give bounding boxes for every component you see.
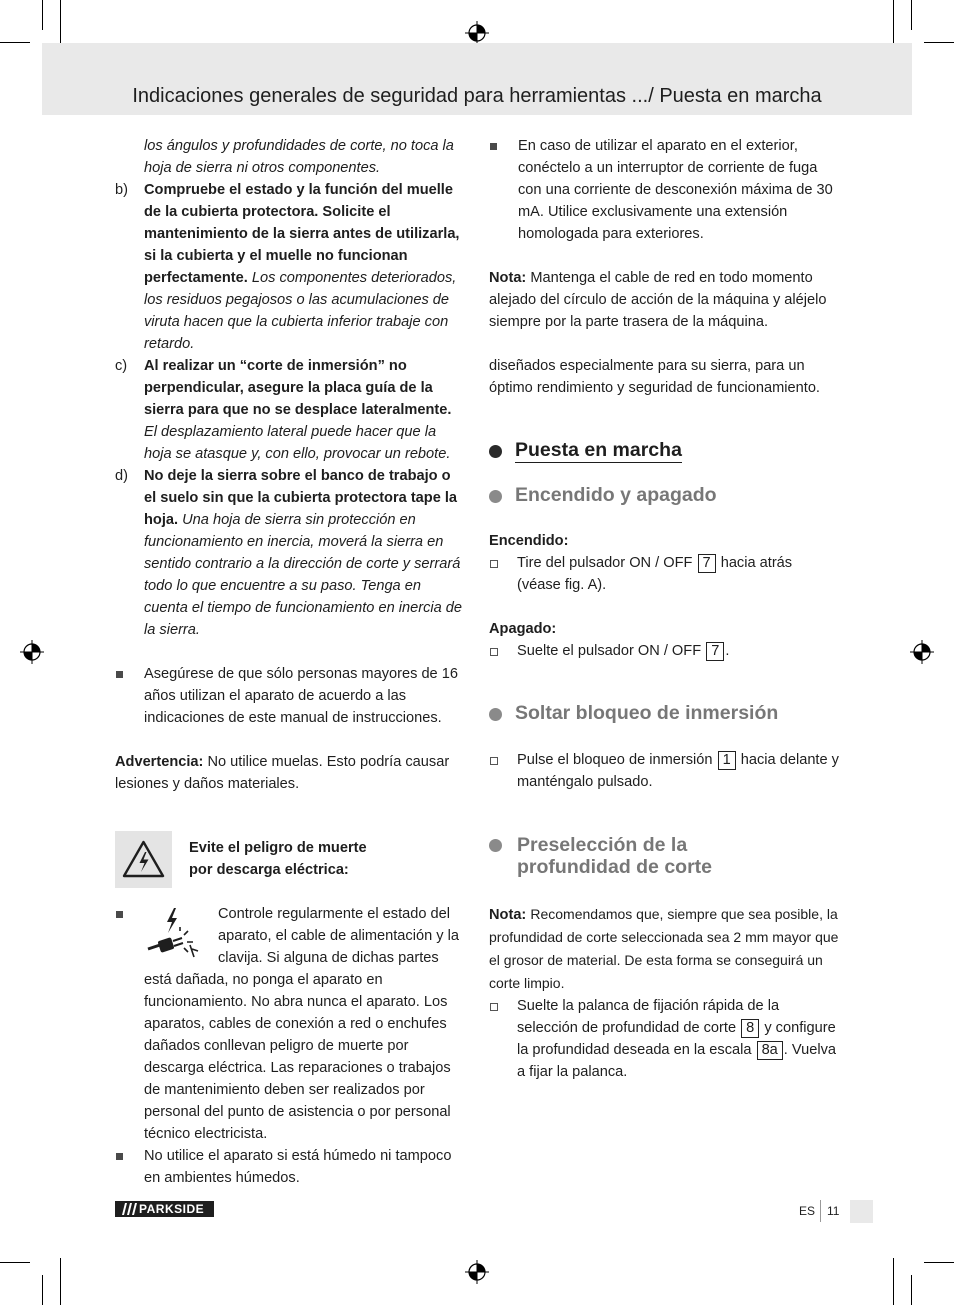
item-italic-text: Una hoja de sierra sin protección en funcionamiento en inercia, moverá la sierra en sentido contrario a la dirección de corte y serrará todo lo que encuentre a su paso. Tenga en cuenta el tiempo de funcionamiento en inercia de la sierra. bbox=[144, 512, 463, 638]
crop-mark bbox=[42, 0, 43, 30]
crop-mark bbox=[0, 1262, 30, 1263]
step-text: . Vuelva a fijar la palanca. bbox=[517, 1042, 836, 1080]
part-number-box: 8 bbox=[741, 1019, 759, 1038]
item-italic-text: Los componentes deteriorados, los residuos pegajosos o las acumulaciones de viruta hacen que la cubierta inferior trabaje con retardo. bbox=[144, 270, 457, 352]
bullet-cable-text: Controle regularmente el estado del aparato, el cable de alimentación y la clavija. Si alguna de dichas partes está dañada, no ponga el aparato en funcionamiento. No abra nunca el aparato. Los aparatos, cables de conexión a red o enchufes dañados conllevan peligro de muerte por descarga eléctrica. Las reparaciones o trabajos de mantenimiento deben ser realizados por personal del punto de asistencia o por personal técnico electricista. bbox=[144, 906, 459, 1142]
encendido-block bbox=[489, 530, 839, 662]
brand-name: PARKSIDE bbox=[139, 1202, 205, 1216]
footer-tab bbox=[850, 1200, 873, 1223]
bullet-outdoor: En caso de utilizar el aparato en el exterior, conéctelo a un interruptor de corriente de fuga con una corriente de desconexión máxima de 30 mA. Utilice exclusivamente una extensión homologada para exteriores. bbox=[489, 135, 839, 245]
encendido-label: Encendido: bbox=[489, 533, 569, 549]
warning-triangle-icon bbox=[115, 831, 172, 888]
section-heading: Preselección de la bbox=[517, 834, 688, 856]
item-label: c) bbox=[115, 358, 128, 374]
item-bold-text: No deje la sierra sobre el banco de trabajo o el suelo sin que la cubierta protectora tape la hoja. bbox=[144, 468, 458, 528]
danger-heading bbox=[189, 837, 367, 881]
bullet-cable bbox=[115, 903, 465, 1145]
crop-mark bbox=[893, 1258, 894, 1305]
electric-plug-icon-box bbox=[144, 905, 202, 963]
crop-mark bbox=[893, 0, 894, 48]
item-italic-text: El desplazamiento lateral puede hacer que la hoja se atasque y, con ello, provocar un rebote. bbox=[144, 424, 451, 462]
step-text: Tire del pulsador ON / OFF bbox=[517, 555, 693, 571]
preseleccion-step bbox=[489, 995, 839, 1083]
crop-mark bbox=[0, 42, 30, 43]
encendido-step bbox=[489, 552, 839, 596]
step-text: hacia atrás (véase fig. A). bbox=[517, 555, 793, 593]
note-text: Recomendamos que, siempre que sea posible, la profundidad de corte seleccionada sea 2 mm mayor que el grosor de material. De esta forma se conseguirá un corte limpio. bbox=[489, 906, 839, 991]
item-label: d) bbox=[115, 468, 128, 484]
footer-divider bbox=[820, 1200, 821, 1222]
crop-mark bbox=[60, 0, 61, 48]
part-number-box: 8a bbox=[757, 1041, 783, 1060]
step-text: hacia delante y manténgalo pulsado. bbox=[517, 752, 839, 790]
bullet-age: Asegúrese de que sólo personas mayores de 16 años utilizan el aparato de acuerdo a las indicaciones de este manual de instrucciones. bbox=[115, 663, 465, 729]
danger-heading-line: Evite el peligro de muerte bbox=[189, 840, 367, 856]
note-text: Mantenga el cable de red en todo momento alejado del círculo de acción de la máquina y aléjelo siempre por la parte trasera de la máquina. bbox=[489, 270, 827, 330]
section-bullet-icon bbox=[489, 445, 502, 458]
section-soltar-bloqueo bbox=[489, 702, 778, 725]
section-heading: Encendido y apagado bbox=[515, 484, 717, 506]
damaged-plug-icon bbox=[144, 905, 202, 963]
soltar-block bbox=[489, 749, 839, 793]
section-heading: profundidad de corte bbox=[517, 856, 712, 878]
note-label: Nota: bbox=[489, 907, 527, 923]
part-number-box: 7 bbox=[698, 554, 716, 573]
designed-text: diseñados especialmente para su sierra, para un óptimo rendimiento y seguridad de funcionamiento. bbox=[489, 358, 820, 396]
section-heading: Puesta en marcha bbox=[515, 439, 682, 461]
note-depth bbox=[489, 903, 839, 995]
crop-mark bbox=[911, 0, 912, 30]
crop-mark bbox=[924, 1262, 954, 1263]
safety-item-b bbox=[115, 179, 465, 355]
left-column bbox=[115, 135, 465, 795]
intro-italic-text: los ángulos y profundidades de corte, no toca la hoja de sierra ni otros componentes. bbox=[144, 138, 454, 176]
cable-bullet-block bbox=[115, 903, 465, 1189]
part-number-box: 7 bbox=[706, 642, 724, 661]
registration-mark-icon bbox=[20, 640, 44, 664]
soltar-step bbox=[489, 749, 839, 793]
step-text: Suelte el pulsador ON / OFF bbox=[517, 643, 702, 659]
warning-paragraph bbox=[115, 751, 465, 795]
right-column bbox=[489, 135, 839, 399]
section-bullet-icon bbox=[489, 490, 502, 503]
crop-mark bbox=[911, 1275, 912, 1305]
part-number-box: 1 bbox=[718, 751, 736, 770]
step-text: . bbox=[725, 643, 730, 659]
apagado-label: Apagado: bbox=[489, 621, 557, 637]
crop-mark bbox=[60, 1258, 61, 1305]
registration-mark-icon bbox=[910, 640, 934, 664]
step-text: y configure la profundidad deseada en la escala bbox=[517, 1020, 836, 1058]
section-heading: Soltar bloqueo de inmersión bbox=[515, 702, 779, 724]
safety-item-d bbox=[115, 465, 465, 641]
section-puesta-en-marcha bbox=[489, 439, 682, 462]
item-label: b) bbox=[115, 182, 128, 198]
language-code: ES bbox=[799, 1204, 816, 1218]
crop-mark bbox=[924, 42, 954, 43]
section-encendido-apagado bbox=[489, 484, 717, 507]
item-bold-text: Compruebe el estado y la función del muelle de la cubierta protectora. Solicite el mantenimiento de la sierra antes de utilizarla, si la cubierta y el muelle no funcionan perfectamente. bbox=[144, 182, 460, 286]
page-number: 11 bbox=[827, 1204, 840, 1218]
danger-heading-line: por descarga eléctrica: bbox=[189, 862, 349, 878]
preseleccion-block bbox=[489, 903, 839, 1083]
registration-mark-icon bbox=[465, 21, 489, 45]
bullet-wet: No utilice el aparato si está húmedo ni tampoco en ambientes húmedos. bbox=[115, 1145, 465, 1189]
section-bullet-icon bbox=[489, 839, 502, 852]
danger-icon-box bbox=[115, 831, 172, 888]
brand-stripes-icon bbox=[119, 1203, 137, 1215]
note-label: Nota: bbox=[489, 270, 527, 286]
section-preseleccion bbox=[489, 834, 712, 878]
page-header bbox=[42, 43, 912, 115]
apagado-step bbox=[489, 640, 839, 662]
crop-mark bbox=[42, 1275, 43, 1305]
item-bold-text: Al realizar un “corte de inmersión” no perpendicular, asegure la placa guía de la sierra para que no se desplace lateralmente. bbox=[144, 358, 452, 418]
brand-logo bbox=[115, 1201, 214, 1217]
page-title: Indicaciones generales de seguridad para herramientas .../ Puesta en marcha bbox=[132, 85, 822, 107]
step-text: Suelte la palanca de fijación rápida de la selección de profundidad de corte bbox=[517, 998, 780, 1036]
warning-text: No utilice muelas. Esto podría causar lesiones y daños materiales. bbox=[115, 754, 450, 792]
note-cable bbox=[489, 267, 839, 333]
warning-label: Advertencia: bbox=[115, 754, 204, 770]
safety-item-c bbox=[115, 355, 465, 465]
section-bullet-icon bbox=[489, 708, 502, 721]
step-text: Pulse el bloqueo de inmersión bbox=[517, 752, 713, 768]
registration-mark-icon bbox=[465, 1260, 489, 1284]
